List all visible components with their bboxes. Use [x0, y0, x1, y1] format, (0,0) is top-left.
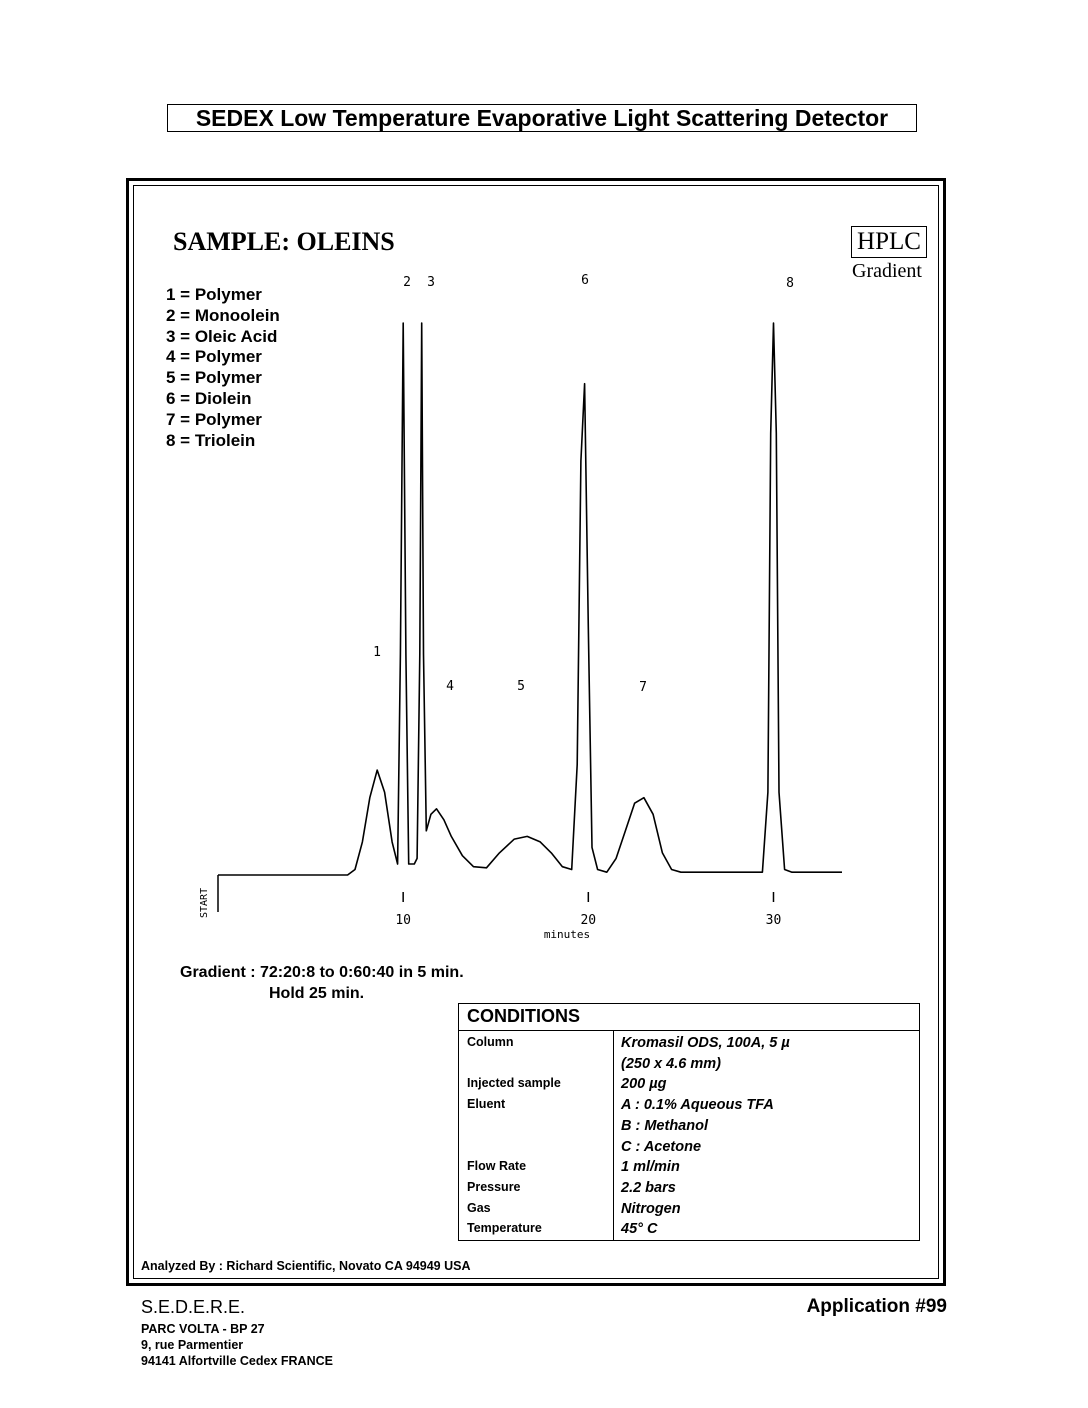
x-tick-label: 10 — [395, 913, 411, 928]
conditions-label: Pressure — [467, 1179, 521, 1194]
conditions-value: Nitrogen — [621, 1200, 681, 1217]
conditions-row — [459, 1118, 919, 1139]
conditions-row — [459, 1221, 919, 1242]
conditions-row — [459, 1201, 919, 1222]
conditions-value: Kromasil ODS, 100A, 5 µ — [621, 1035, 790, 1051]
gradient-note — [180, 962, 464, 1004]
x-tick-label: 20 — [580, 913, 597, 928]
mode-label: Gradient — [852, 260, 922, 282]
conditions-table — [458, 1003, 920, 1241]
gradient-hold: Hold 25 min. — [269, 985, 365, 1002]
chromatogram-trace — [218, 323, 842, 875]
conditions-label: Gas — [467, 1200, 491, 1215]
legend-entry: 8 = Triolein — [166, 430, 256, 450]
method-badge: HPLC — [851, 226, 927, 258]
conditions-value: 200 µg — [621, 1076, 667, 1093]
conditions-row — [459, 1139, 919, 1160]
legend-entry: 7 = Polymer — [166, 409, 262, 429]
conditions-label: Column — [467, 1035, 514, 1049]
document-title: SEDEX Low Temperature Evaporative Light Scattering Detector — [167, 104, 917, 132]
legend-entry: 2 = Monoolein — [166, 305, 280, 325]
gradient-line: Gradient : 72:20:8 to 0:60:40 in 5 min. — [180, 964, 464, 981]
address-line: 94141 Alfortville Cedex FRANCE — [141, 1354, 333, 1368]
legend-entry: 3 = Oleic Acid — [166, 326, 278, 346]
peak-label: 1 — [373, 645, 381, 660]
analyzed-by: Analyzed By : Richard Scientific, Novato CA 94949 USA — [141, 1259, 471, 1273]
peak-label: 8 — [786, 276, 794, 291]
peak-label: 7 — [639, 680, 647, 695]
conditions-label: Injected sample — [467, 1076, 561, 1091]
conditions-row — [459, 1035, 919, 1056]
application-number: Application #99 — [806, 1296, 947, 1317]
conditions-value: A : 0.1% Aqueous TFA — [621, 1097, 774, 1114]
conditions-row — [459, 1097, 919, 1118]
conditions-value: 45° C — [621, 1221, 658, 1238]
address-line: PARC VOLTA - BP 27 — [141, 1322, 265, 1336]
peak-label: 5 — [517, 679, 525, 694]
conditions-value: B : Methanol — [621, 1117, 708, 1134]
address-line: 9, rue Parmentier — [141, 1338, 244, 1352]
conditions-title: CONDITIONS — [459, 1004, 919, 1031]
conditions-row — [459, 1180, 919, 1201]
company-name: S.E.D.E.R.E. — [141, 1297, 246, 1317]
conditions-row — [459, 1056, 919, 1077]
x-tick-label: 30 — [765, 913, 782, 928]
legend-entry: 1 = Polymer — [166, 285, 262, 304]
peak-label: 3 — [427, 275, 435, 290]
legend-entry: 4 = Polymer — [166, 347, 262, 367]
conditions-label: Temperature — [467, 1221, 542, 1236]
conditions-value: 2.2 bars — [621, 1179, 676, 1196]
peak-label: 6 — [581, 273, 589, 288]
x-axis-label: minutes — [543, 928, 591, 941]
peak-label: 2 — [403, 275, 411, 290]
legend-entry: 5 = Polymer — [166, 368, 262, 388]
peak-label: 4 — [446, 679, 454, 694]
conditions-value: (250 x 4.6 mm) — [621, 1055, 721, 1072]
conditions-row — [459, 1159, 919, 1180]
company-address — [141, 1321, 333, 1369]
legend-entry: 6 = Diolein — [166, 388, 252, 408]
sample-title: SAMPLE: OLEINS — [173, 227, 395, 256]
conditions-row — [459, 1076, 919, 1097]
start-label: START — [199, 887, 210, 918]
conditions-label: Flow Rate — [467, 1159, 527, 1174]
conditions-value: C : Acetone — [621, 1138, 702, 1155]
conditions-value: 1 ml/min — [621, 1159, 680, 1176]
conditions-label: Eluent — [467, 1097, 506, 1112]
